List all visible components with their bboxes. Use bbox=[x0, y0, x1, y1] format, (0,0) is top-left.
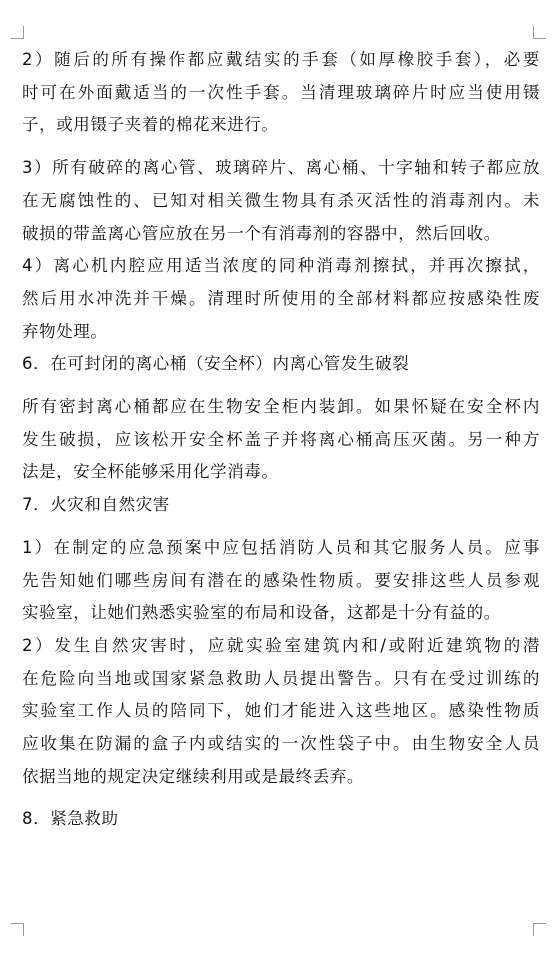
page-corner-mark-top-left bbox=[11, 26, 24, 39]
text-line: 3）所有破碎的离心管、玻璃碎片、离心桶、十字轴和转子都应放 bbox=[22, 158, 540, 178]
document-body bbox=[22, 44, 540, 836]
heading-text: 6．在可封闭的离心桶（安全杯）内离心管发生破裂 bbox=[22, 354, 410, 374]
text-line: 法是，安全杯能够采用化学消毒。 bbox=[22, 462, 279, 482]
paragraph-safety-cup bbox=[22, 391, 540, 489]
heading-text: 8．紧急救助 bbox=[22, 809, 119, 829]
text-line: 2）发生自然灾害时，应就实验室建筑内和/或附近建筑物的潜 bbox=[22, 635, 540, 655]
text-line: 实验室，让她们熟悉实验室的布局和设备，这都是十分有益的。 bbox=[22, 603, 501, 623]
section-heading-8 bbox=[22, 803, 540, 836]
paragraph-disinfect-debris bbox=[22, 152, 540, 250]
page-corner-mark-bottom-right bbox=[533, 923, 546, 936]
text-line: 发生破损，应该松开安全杯盖子并将离心桶高压灭菌。另一种方 bbox=[22, 429, 540, 449]
text-line: 应收集在防漏的盒子内或结实的一次性袋子中。由生物安全人员 bbox=[22, 734, 540, 754]
text-line: 1）在制定的应急预案中应包括消防人员和其它服务人员。应事 bbox=[22, 537, 540, 557]
text-line: 弃物处理。 bbox=[22, 321, 108, 341]
section-heading-7 bbox=[22, 489, 540, 522]
text-line: 在危险向当地或国家紧急救助人员提出警告。只有在受过训练的 bbox=[22, 668, 540, 688]
text-line: 破损的带盖离心管应放在另一个有消毒剂的容器中，然后回收。 bbox=[22, 223, 501, 243]
paragraph-natural-disaster bbox=[22, 630, 540, 794]
section-heading-6 bbox=[22, 348, 540, 381]
text-line: 依据当地的规定决定继续利用或是最终丢弃。 bbox=[22, 766, 364, 786]
page-corner-mark-bottom-left bbox=[11, 923, 24, 936]
paragraph-clean-chamber bbox=[22, 250, 540, 348]
text-line: 时可在外面戴适当的一次性手套。当清理玻璃碎片时应当使用镊 bbox=[22, 82, 540, 102]
text-line: 在无腐蚀性的、已知对相关微生物具有杀灭活性的消毒剂内。未 bbox=[22, 190, 540, 210]
text-line: 2）随后的所有操作都应戴结实的手套（如厚橡胶手套），必要 bbox=[22, 50, 540, 69]
page-corner-mark-top-right bbox=[533, 26, 546, 39]
paragraph-emergency-plan bbox=[22, 532, 540, 630]
heading-text: 7．火灾和自然灾害 bbox=[22, 495, 170, 515]
text-line: 4）离心机内腔应用适当浓度的同种消毒剂擦拭，并再次擦拭， bbox=[22, 256, 540, 276]
text-line: 子，或用镊子夹着的棉花来进行。 bbox=[22, 115, 279, 135]
text-line: 先告知她们哪些房间有潜在的感染性物质。要安排这些人员参观 bbox=[22, 570, 540, 590]
text-line: 然后用水冲洗并干燥。清理时所使用的全部材料都应按感染性废 bbox=[22, 288, 540, 308]
paragraph-gloves bbox=[22, 44, 540, 142]
text-line: 实验室工作人员的陪同下，她们才能进入这些地区。感染性物质 bbox=[22, 701, 540, 721]
text-line: 所有密封离心桶都应在生物安全柜内装卸。如果怀疑在安全杯内 bbox=[22, 397, 540, 417]
